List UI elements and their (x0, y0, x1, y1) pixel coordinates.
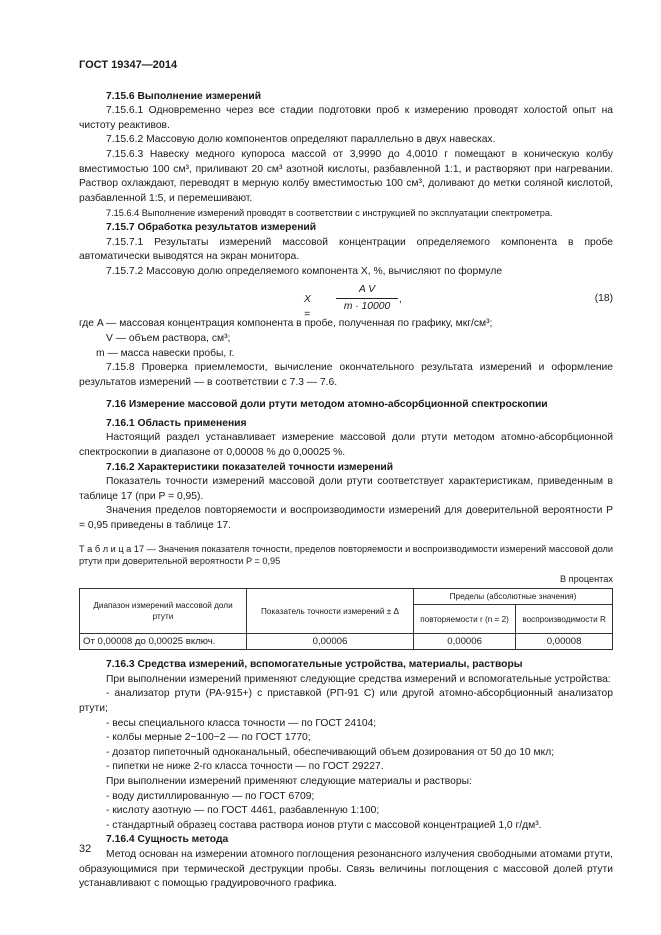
list-item: - кислоту азотную — по ГОСТ 4461, разбавленную 1:100; (106, 805, 380, 817)
list-item: - воду дистиллированную — по ГОСТ 6709; (106, 790, 315, 802)
document-header: ГОСТ 19347—2014 (79, 59, 178, 71)
paragraph: 7.15.7.1 Результаты измерений массовой концентрации определяемого компонента в пробе автоматически выводятся на экран монитора. (79, 236, 613, 263)
formula-numerator: A V (358, 284, 376, 296)
section-heading: 7.16.4 Сущность метода (106, 834, 229, 846)
legend-line: где A — массовая концентрация компонента в пробе, полученная по графику, мкг/см³; (79, 318, 493, 330)
list-item: - анализатор ртути (РА-915+) с приставкой (РП-91 С) или другой атомно-абсорбционный анализатор ртути; (79, 688, 613, 714)
list-item: - весы специального класса точности — по ГОСТ 24104; (106, 717, 377, 729)
table-cell: 0,00006 (414, 634, 516, 650)
paragraph: 7.15.6.1 Одновременно через все стадии подготовки проб к измерению проводят холостой опыт на чистоту реактивов. (79, 105, 613, 131)
list-item: - дозатор пипеточный одноканальный, обеспечивающий объем дозирования от 50 до 10 мкл; (106, 746, 555, 758)
paragraph: Настоящий раздел устанавливает измерение массовой доли ртути методом атомно-абсорбционной спектроскопии в диапазоне от 0,00008 % до 0,00025 %. (79, 432, 613, 459)
table-cell: От 0,00008 до 0,00025 включ. (80, 634, 247, 650)
table-cell: 0,00006 (247, 634, 414, 650)
col-header-reproducibility: воспроизводимости R (516, 605, 613, 634)
paragraph: При выполнении измерений применяют следующие материалы и растворы: (106, 775, 472, 787)
paragraph: При выполнении измерений применяют следующие средства измерений и вспомогательные устройства: (106, 673, 611, 685)
section-heading: 7.16.2 Характеристики показателей точности измерений (106, 461, 394, 473)
table-caption: Т а б л и ц а 17 — Значения показателя точности, пределов повторяемости и воспроизводимости измерений массовой доли ртути при доверительной вероятности P = 0,95 (79, 543, 613, 567)
section-heading: 7.16 Измерение массовой доли ртути методом атомно-абсорбционной спектроскопии (106, 399, 548, 411)
section-heading: 7.15.7 Обработка результатов измерений (106, 221, 317, 233)
paragraph: Показатель точности измерений массовой доли ртути соответствует характеристикам, приведенным в таблице 17 (при P = 0,95). (79, 476, 613, 502)
col-header-range: Диапазон измерений массовой доли ртути (80, 589, 247, 634)
col-header-repeatability: повторяемости r (n = 2) (414, 605, 516, 634)
paragraph: Значения пределов повторяемости и воспроизводимости измерений для доверительной вероятности P = 0,95 приведены в таблице 17. (79, 505, 613, 532)
formula-18 (79, 283, 613, 320)
table-unit: В процентах (559, 573, 613, 584)
paragraph: 7.15.6.4 Выполнение измерений проводят в соответствии с инструкцией по эксплуатации спектрометра. (106, 208, 553, 219)
legend-line: m — масса навески пробы, г. (96, 347, 235, 359)
list-item: - колбы мерные 2−100−2 — по ГОСТ 1770; (106, 732, 311, 744)
formula-lhs: X = (304, 294, 311, 320)
table-17 (79, 588, 613, 650)
list-item: - стандартный образец состава раствора ионов ртути с массовой концентрацией 1,0 г/дм³. (106, 819, 542, 831)
paragraph: 7.15.7.2 Массовую долю определяемого компонента X, %, вычисляют по формуле (106, 265, 503, 277)
paragraph: 7.15.6.3 Навеску медного купороса массой от 3,9990 до 4,0010 г помещают в коническую колбу вместимостью 100 см³, приливают 20 см³ азотной кислоты, разбавленной 1:1, и растворяют при нагревании. Раствор охлаждают, переводят в мерную колбу вместимостью 100 см³, доливают до метки соляной кислотой, разбавленной 1:5, и перемешивают. (79, 148, 613, 204)
paragraph: Метод основан на измерении атомного поглощения резонансного излучения свободными атомами ртути, образующимися при термической деструкции пробы. Связь величины поглощения с массовой долей ртути устанавливают с помощью градуировочного графика. (79, 848, 613, 890)
list-item: - пипетки не ниже 2-го класса точности — по ГОСТ 29227. (106, 761, 384, 773)
section-heading: 7.16.3 Средства измерений, вспомогательные устройства, материалы, растворы (106, 659, 523, 671)
section-heading: 7.16.1 Область применения (106, 417, 247, 429)
paragraph: 7.15.6.2 Массовую долю компонентов определяют параллельно в двух навесках. (106, 134, 496, 146)
paragraph: 7.15.8 Проверка приемлемости, вычисление окончательного результата измерений и оформление результатов измерений — в соответствии с 7.3 — 7.6. (79, 362, 613, 388)
formula-tail: , (399, 294, 402, 306)
col-header-limits: Пределы (абсолютные значения) (414, 589, 613, 605)
page-number: 32 (79, 843, 92, 855)
equation-number: (18) (594, 293, 613, 305)
col-header-accuracy: Показатель точности измерений ± Δ (247, 589, 414, 634)
fraction-bar (336, 298, 398, 299)
legend-line: V — объем раствора, см³; (106, 332, 231, 344)
formula-legend (79, 317, 613, 361)
table-row (80, 634, 613, 650)
table-cell: 0,00008 (516, 634, 613, 650)
formula-denominator: m · 10000 (343, 301, 391, 313)
section-heading: 7.15.6 Выполнение измерений (106, 90, 262, 102)
